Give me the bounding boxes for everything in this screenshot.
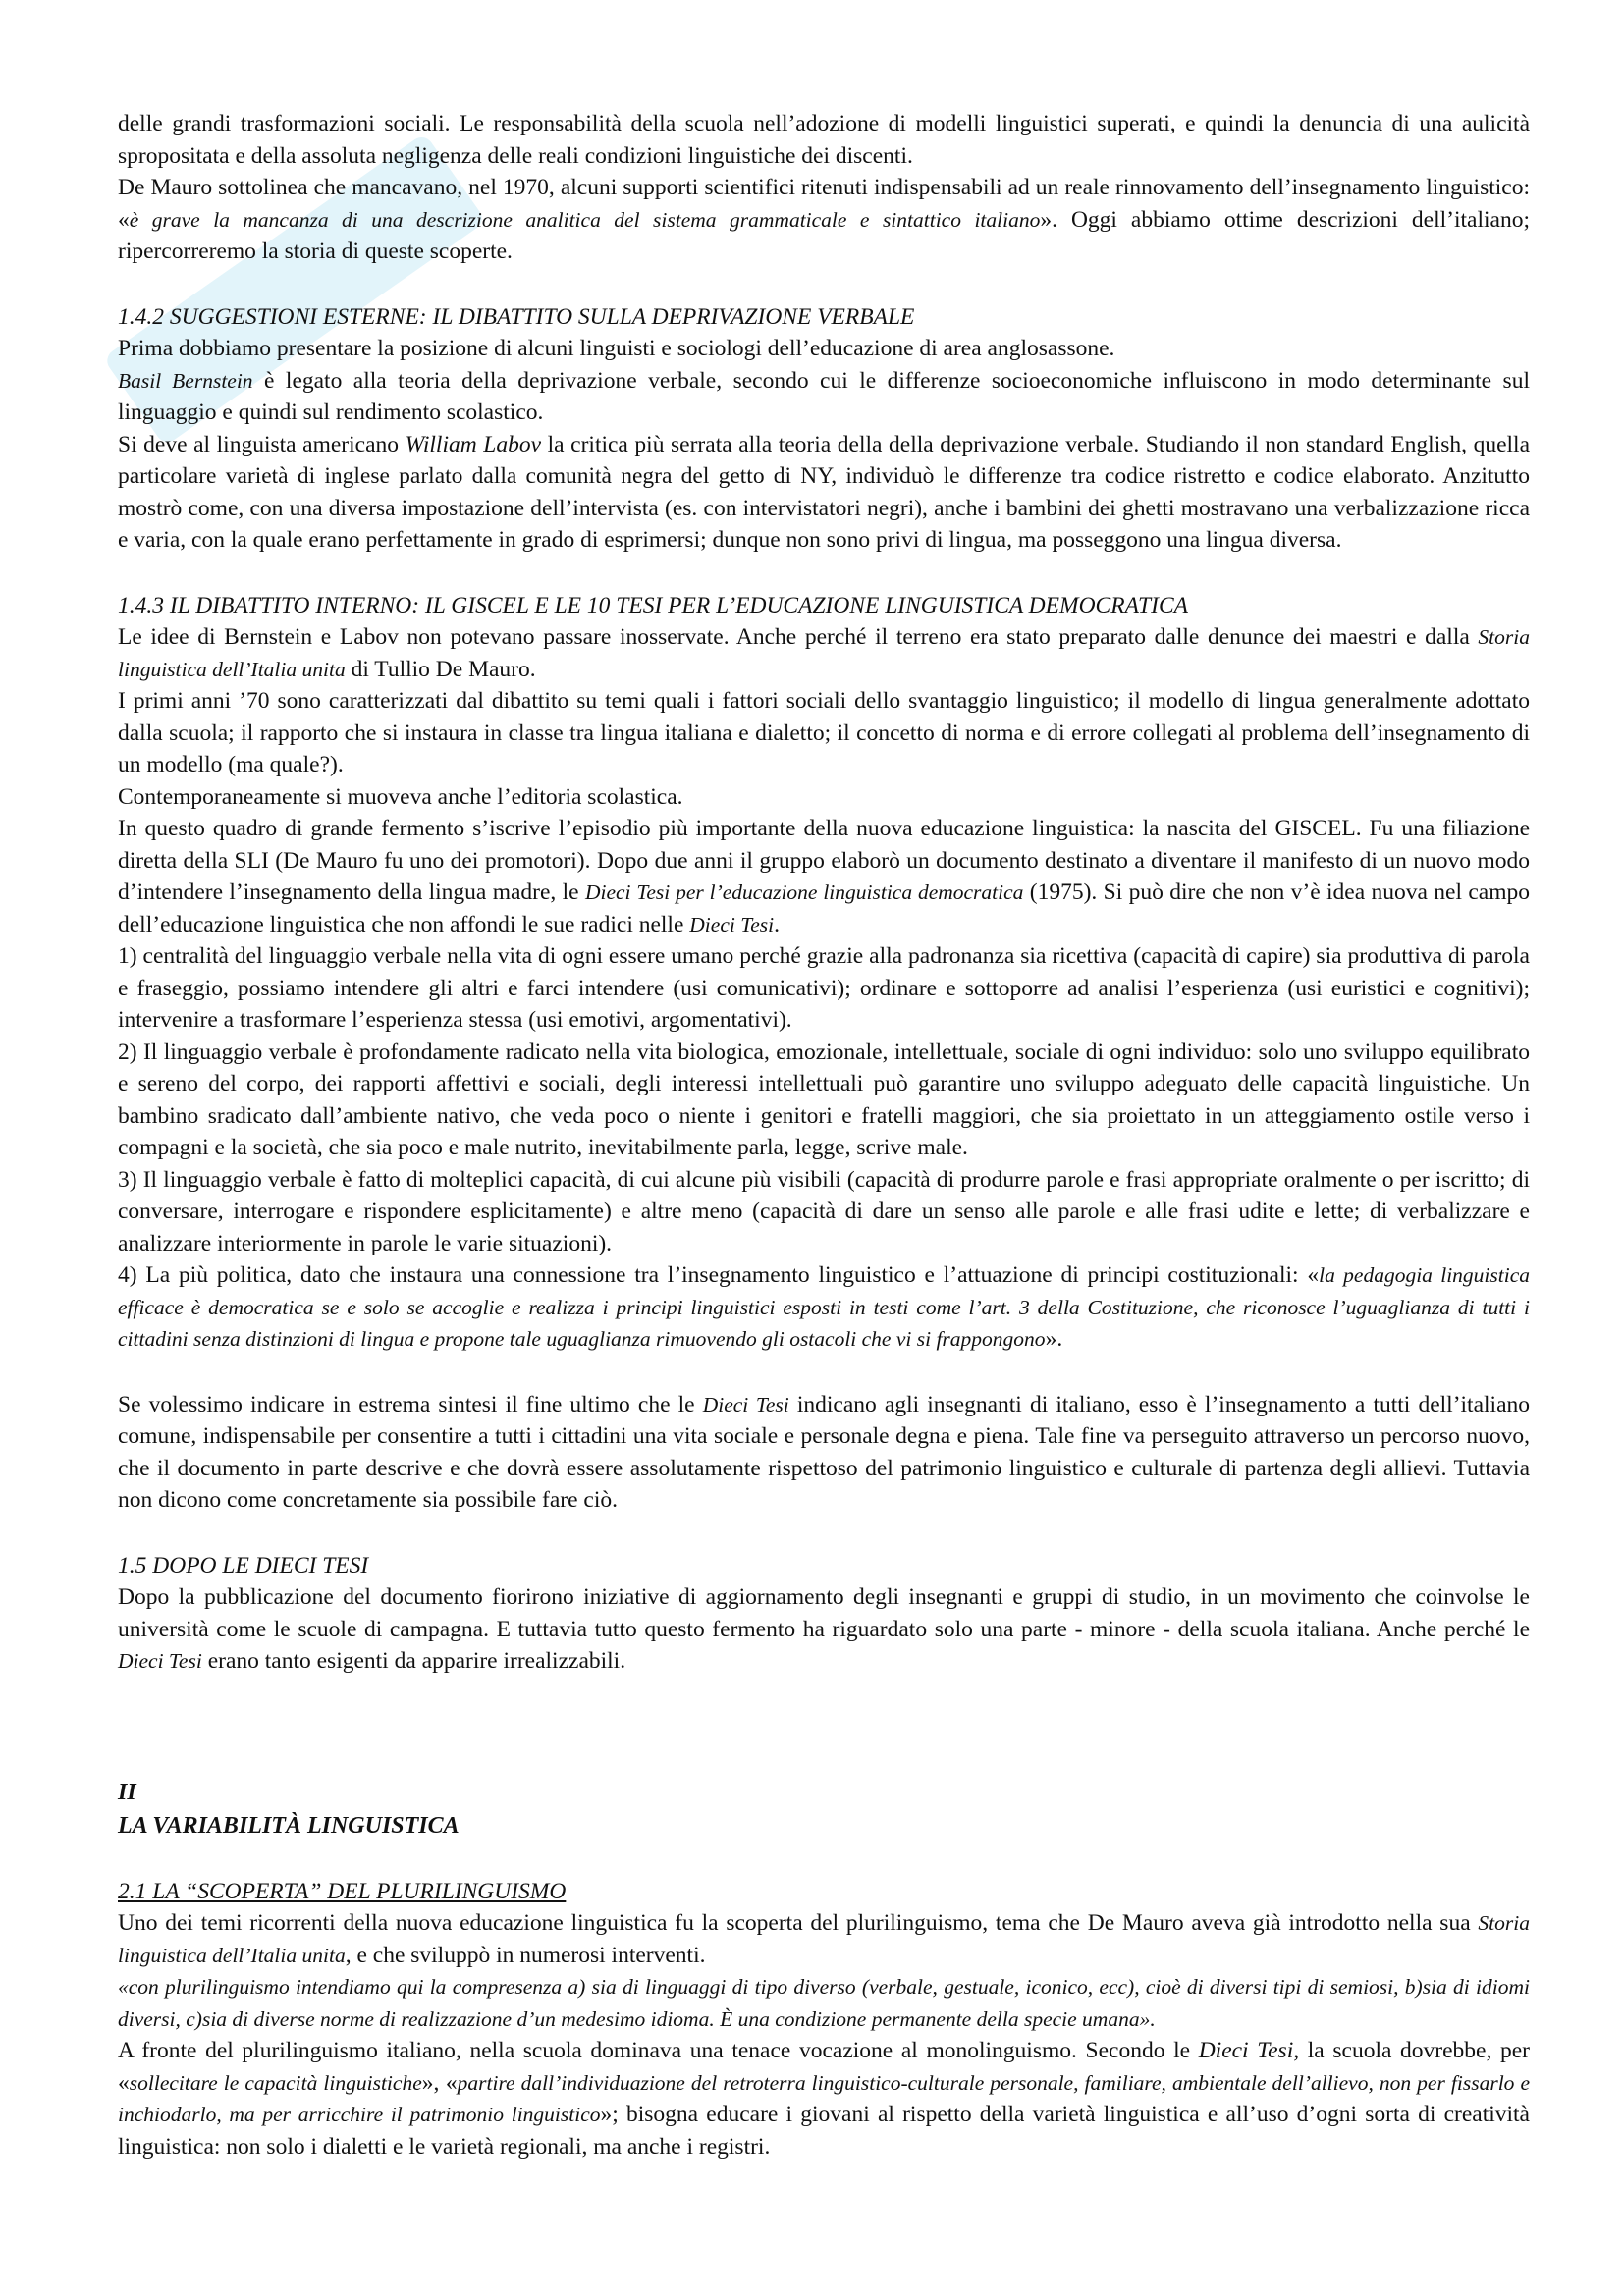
paragraph-143-4: In questo quadro di grande fermento s’iscrive l’episodio più importante della nuova educazione linguistica: la nascita del GISCEL. Fu una filiazione diretta della SLI (De Mauro fu uno dei promotori). Dopo due anni il gruppo elaborò un documento destinato a diventare il manifesto di un nuovo modo d’intendere l’insegnamento della lingua madre, le Dieci Tesi per l’educazione linguistica democratica (1975). Si può dire che non v’è idea nuova nel campo dell’educazione linguistica che non affondi le sue radici nelle Dieci Tesi. [118, 816, 1531, 937]
paragraph-143-2: I primi anni ’70 sono caratterizzati dal dibattito su temi quali i fattori sociali dello svantaggio linguistico; il modello di lingua generalmente adottato dalla scuola; il rapporto che si instaura in classe tra lingua italiana e dialetto; il concetto di norma e di errore collegati al problema dell’insegnamento di un modello (ma quale?). [118, 688, 1530, 777]
chapter-title: LA VARIABILITÀ LINGUISTICA [118, 1812, 460, 1839]
section-heading-2-1: 2.1 LA “SCOPERTA” DEL PLURILINGUISMO [118, 1878, 567, 1904]
paragraph-intro: delle grandi trasformazioni sociali. Le responsabilità della scuola nell’adozione di modelli linguistici superati, e quindi la denuncia di una aulicità spropositata e della assoluta negligenza delle reali condizioni linguistiche dei discenti. [118, 111, 1530, 169]
document-page [118, 108, 1530, 2163]
section-heading-1-4-3: 1.4.3 IL DIBATTITO INTERNO: IL GISCEL E LE 10 TESI PER L’EDUCAZIONE LINGUISTICA DEMOCRATICA [118, 592, 1188, 618]
thesis-2: 2) Il linguaggio verbale è profondamente radicato nella vita biologica, emozionale, intellettuale, sociale di ogni individuo: solo uno sviluppo equilibrato e sereno del corpo, dei rapporti affettivi e sociali, degli interessi intellettuali può garantire uno sviluppo adeguato delle capacità linguistiche. Un bambino sradicato dall’ambiente nativo, che veda poco o niente i genitori e fratelli maggiori, che sia proiettato in un atteggiamento ostile verso i compagni e la società, che sia poco e male nutrito, inevitabilmente parla, legge, scrive male. [118, 1039, 1530, 1160]
paragraph-142-1: Prima dobbiamo presentare la posizione di alcuni linguisti e sociologi dell’educazione di area anglosassone. [118, 336, 1115, 361]
paragraph-142-2: Basil Bernstein è legato alla teoria della deprivazione verbale, secondo cui le differenze socioeconomiche influiscono in modo determinante sul linguaggio e quindi sul rendimento scolastico. [118, 367, 1530, 425]
chapter-number: II [118, 1779, 136, 1805]
section-heading-1-4-2: 1.4.2 SUGGESTIONI ESTERNE: IL DIBATTITO SULLA DEPRIVAZIONE VERBALE [118, 303, 915, 330]
thesis-3: 3) Il linguaggio verbale è fatto di molteplici capacità, di cui alcune più visibili (capacità di produrre parole e frasi appropriate oralmente o per iscritto; di conversare, interrogare e rispondere esplicitamente) e altre meno (capacità di dare un senso alle parole e alle frasi udite e lette; di verbalizzare e analizzare interiormente in parole le varie situazioni). [118, 1166, 1530, 1256]
thesis-4: 4) La più politica, dato che instaura una connessione tra l’insegnamento linguistico e l’attuazione di principi costituzionali: «la pedagogia linguistica efficace è democratica se e solo se accoglie e realizza i principi linguistici esposti in testi come l’art. 3 della Costituzione, che riconosce l’uguaglianza di tutti i cittadini senza distinzioni di lingua e propone tale uguaglianza rimuovendo gli ostacoli che vi si frappongono». [118, 1262, 1530, 1352]
paragraph-143-1: Le idee di Bernstein e Labov non potevano passare inosservate. Anche perché il terreno era stato preparato dalle denunce dei maestri e dalla Storia linguistica dell’Italia unita di Tullio De Mauro. [118, 624, 1530, 682]
paragraph-143-3: Contemporaneamente si muoveva anche l’editoria scolastica. [118, 783, 683, 810]
paragraph-de-mauro: De Mauro sottolinea che mancavano, nel 1970, alcuni supporti scientifici ritenuti indispensabili ad un reale rinnovamento dell’insegnamento linguistico: «è grave la mancanza di una descrizione analitica del sistema grammaticale e sintattico italiano». Oggi abbiamo ottime descrizioni dell’italiano; ripercorreremo la storia di queste scoperte. [118, 175, 1530, 264]
thesis-1: 1) centralità del linguaggio verbale nella vita di ogni essere umano perché grazie alla padronanza sia ricettiva (capacità di capire) sia produttiva di parola e fraseggio, possiamo intendere gli altri e farci intendere (usi comunicativi); ordinare e sottoporre ad analisi l’esperienza (usi euristici e cognitivi); intervenire a trasformare l’esperienza stessa (usi emotivi, argomentativi). [118, 943, 1530, 1033]
quote-plurilinguismo: «con plurilinguismo intendiamo qui la compresenza a) sia di linguaggi di tipo diverso (verbale, gestuale, iconico, ecc), cioè di diversi tipi di semiosi, b)sia di idiomi diversi, c)sia di diverse norme di realizzazione d’un medesimo idioma. È una condizione permanente della specie umana». [118, 1975, 1530, 2031]
section-heading-1-5: 1.5 DOPO LE DIECI TESI [118, 1552, 369, 1578]
paragraph-143-5: Se volessimo indicare in estrema sintesi il fine ultimo che le Dieci Tesi indicano agli insegnanti di italiano, esso è l’insegnamento a tutti dell’italiano comune, indispensabile per consentire a tutti i cittadini una vita sociale e personale degna e piena. Tale fine va perseguito attraverso un percorso nuovo, che il documento in parte descrive e che dovrà essere assolutamente rispettoso del patrimonio linguistico e culturale di partenza degli allievi. Tuttavia non dicono come concretamente sia possibile fare ciò. [118, 1391, 1530, 1513]
paragraph-15-1: Dopo la pubblicazione del documento fiorirono iniziative di aggiornamento degli insegnanti e gruppi di studio, in un movimento che coinvolse le università come le scuole di campagna. E tuttavia tutto questo fermento ha riguardato solo una parte - minore - della scuola italiana. Anche perché le Dieci Tesi erano tanto esigenti da apparire irrealizzabili. [118, 1584, 1530, 1674]
paragraph-142-3: Si deve al linguista americano William Labov la critica più serrata alla teoria della della deprivazione verbale. Studiando il non standard English, quella particolare varietà di inglese parlato dalla comunità negra del getto di NY, individuò le differenze tra codice ristretto e codice elaborato. Anzitutto mostrò come, con una diversa impostazione dell’intervista (es. con intervistatori negri), anche i bambini dei ghetti mostravano una verbalizzazione ricca e varia, con la quale erano perfettamente in grado di esprimersi; dunque non sono privi di lingua, ma posseggono una lingua diversa. [118, 431, 1530, 553]
paragraph-21-2: A fronte del plurilinguismo italiano, nella scuola dominava una tenace vocazione al monolinguismo. Secondo le Dieci Tesi, la scuola dovrebbe, per «sollecitare le capacità linguistiche», «partire dall’individuazione del retroterra linguistico-culturale personale, familiare, ambientale dell’allievo, non per fissarlo e inchiodarlo, ma per arricchire il patrimonio linguistico»; bisogna educare i giovani al rispetto della varietà linguistica e all’uso d’ogni sorta di creatività linguistica: non solo i dialetti e le varietà regionali, ma anche i registri. [118, 2038, 1531, 2160]
paragraph-21-1: Uno dei temi ricorrenti della nuova educazione linguistica fu la scoperta del plurilinguismo, tema che De Mauro aveva già introdotto nella sua Storia linguistica dell’Italia unita, e che sviluppò in numerosi interventi. [118, 1910, 1530, 1968]
